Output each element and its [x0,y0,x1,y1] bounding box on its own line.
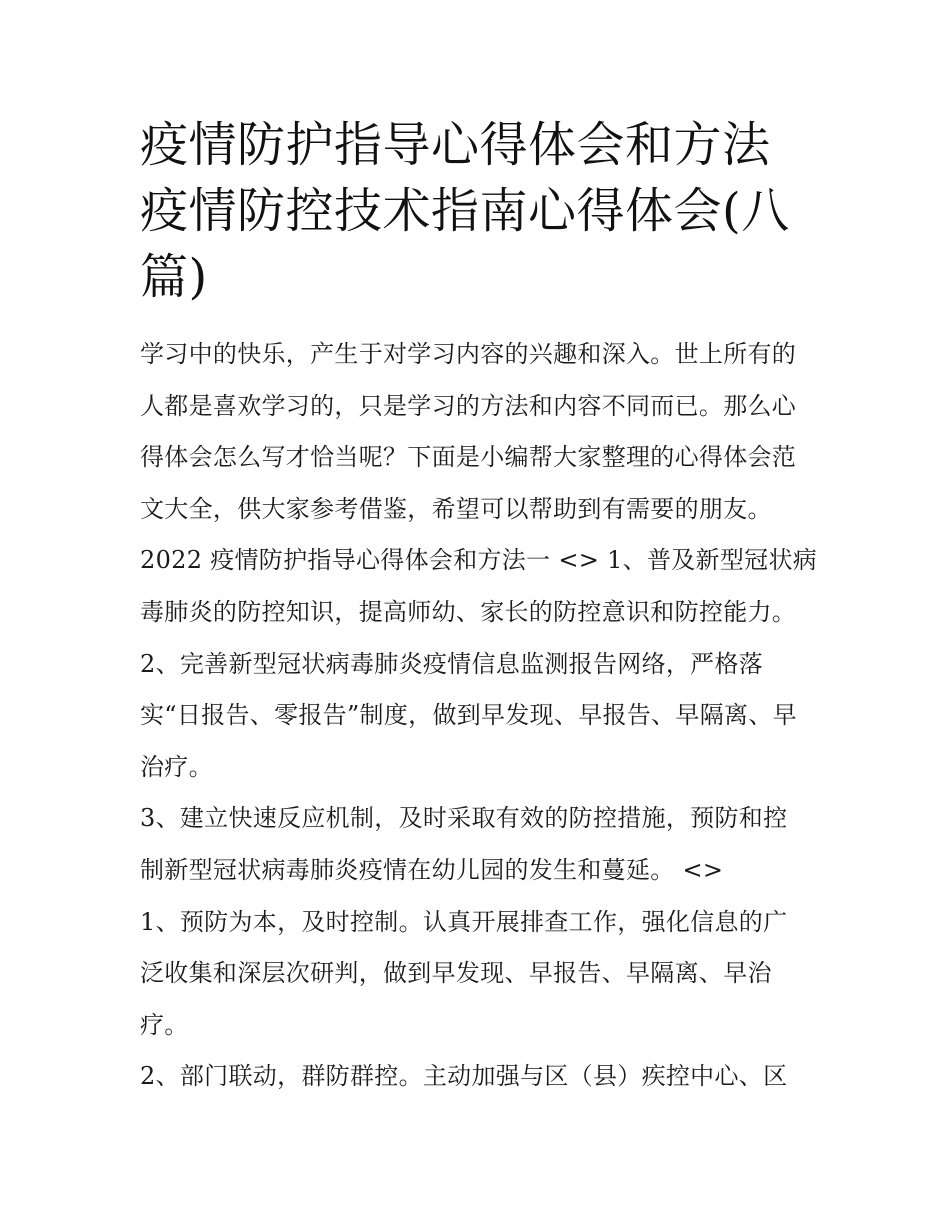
text-line: 实“日报告、零报告”制度，做到早发现、早报告、早隔离、早 [140,701,797,730]
text-line: 制新型冠状病毒肺炎疫情在幼儿园的发生和蔓延。 <> [140,855,724,884]
list-item-paragraph [140,897,812,1052]
title-line: 疫情防护指导心得体会和方法 [140,117,771,173]
text-line: 3、建立快速反应机制，及时采取有效的防控措施，预防和控 [140,804,788,833]
list-item-paragraph [140,1051,812,1103]
text-line: 泛收集和深层次研判，做到早发现、早报告、早隔离、早治 [140,959,772,988]
section-paragraph [140,535,818,638]
title-line: 篇) [140,249,208,305]
text-line: 文大全，供大家参考借鉴，希望可以帮助到有需要的朋友。 [140,494,772,523]
text-line: 人都是喜欢学习的，只是学习的方法和内容不同而已。那么心 [140,391,797,420]
title-line: 疫情防控技术指南心得体会(八 [140,183,790,239]
text-line: 疗。 [140,1010,189,1039]
text-line: 学习中的快乐，产生于对学习内容的兴趣和深入。世上所有的 [140,340,797,368]
list-item-paragraph [140,793,812,896]
text-line: 治疗。 [140,752,213,781]
document-title [140,112,812,310]
text-line: 2、完善新型冠状病毒肺炎疫情信息监测报告网络，严格落 [140,649,764,678]
document-content [140,112,818,1103]
document-body [140,329,818,1103]
text-line: 得体会怎么写才恰当呢？下面是小编帮大家整理的心得体会范 [140,443,797,472]
list-item-paragraph [140,639,812,794]
intro-paragraph [140,329,812,535]
text-line: 1、预防为本，及时控制。认真开展排查工作，强化信息的广 [140,907,788,936]
text-line: 毒肺炎的防控知识，提高师幼、家长的防控意识和防控能力。 [140,597,797,626]
text-line: 2、部门联动，群防群控。主动加强与区（县）疾控中心、区 [140,1062,788,1091]
text-line: 2022 疫情防护指导心得体会和方法一 <> 1、普及新型冠状病 [140,546,818,575]
